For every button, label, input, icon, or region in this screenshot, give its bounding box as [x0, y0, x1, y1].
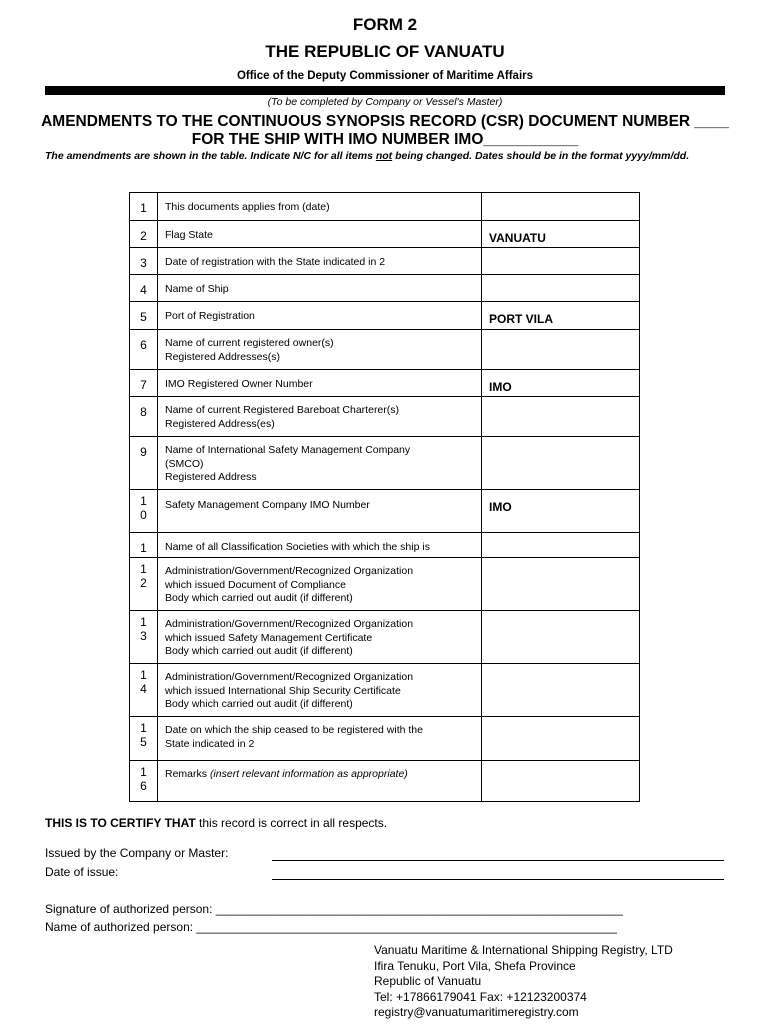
table-row — [130, 397, 640, 437]
row-description — [158, 717, 482, 761]
certify-bold: THIS IS TO CERTIFY THAT — [45, 816, 196, 830]
row-value-field[interactable] — [482, 248, 640, 275]
table-row — [130, 221, 640, 248]
form-number: FORM 2 — [352, 15, 418, 34]
description-line: Safety Management Company IMO Number — [165, 499, 370, 511]
row-number-part: 4 — [140, 681, 147, 696]
row-number — [130, 490, 158, 533]
row-number-part: 1 — [140, 562, 147, 576]
table-row — [130, 490, 640, 533]
description-line: Body which carried out audit (if different) — [165, 592, 353, 604]
row-value-field[interactable] — [482, 437, 640, 490]
row-value-field[interactable] — [482, 275, 640, 302]
row-number — [130, 611, 158, 664]
office-name: Office of the Deputy Commissioner of Maritime Affairs — [236, 70, 534, 82]
certification-statement — [45, 816, 387, 830]
row-description — [158, 397, 482, 437]
row-number — [130, 437, 158, 490]
description-line: Flag State — [165, 229, 213, 241]
table-row — [130, 275, 640, 302]
row-number-part: 5 — [140, 734, 147, 749]
row-number-part: 1 — [140, 541, 147, 555]
table-row — [130, 370, 640, 397]
row-number-part: 3 — [140, 256, 147, 270]
description-italic: (insert relevant information as appropriate) — [209, 768, 408, 780]
row-description — [158, 490, 482, 533]
issued-by-label: Issued by the Company or Master: — [45, 846, 229, 860]
description-line: Body which carried out audit (if different) — [165, 698, 353, 710]
row-number-part: 5 — [140, 310, 147, 324]
row-number-part: 4 — [140, 283, 147, 297]
row-value-field[interactable] — [482, 761, 640, 802]
row-number-part: 2 — [140, 229, 147, 243]
description-line: which issued International Ship Security Certificate — [165, 684, 401, 697]
row-number-part: 1 — [140, 668, 147, 682]
date-of-issue-label: Date of issue: — [45, 865, 119, 879]
description-line: which issued Document of Compliance — [165, 578, 346, 591]
table-row — [130, 437, 640, 490]
row-value-field[interactable] — [482, 558, 640, 611]
table-row — [130, 248, 640, 275]
row-number — [130, 275, 158, 302]
row-description — [158, 370, 482, 397]
description-line: State indicated in 2 — [165, 737, 255, 750]
row-value-field[interactable] — [482, 193, 640, 221]
description-line: This documents applies from (date) — [165, 201, 330, 213]
table-row — [130, 664, 640, 717]
row-number-part: 1 — [140, 615, 147, 629]
table-row — [130, 558, 640, 611]
address-line: Tel: +17866179041 Fax: +12123200374 — [374, 989, 587, 1004]
description-line: Registered Address — [165, 471, 257, 483]
description-line: Port of Registration — [165, 310, 255, 322]
date-of-issue-field[interactable] — [272, 879, 724, 880]
row-description — [158, 437, 482, 490]
row-description — [158, 664, 482, 717]
signature-line[interactable]: Signature of authorized person: _____________________________________________________________ — [45, 902, 623, 916]
row-number — [130, 221, 158, 248]
table-row — [130, 330, 640, 370]
table-row — [130, 717, 640, 761]
note-underlined: not — [375, 150, 393, 162]
description-line: Name of current registered owner(s) — [165, 337, 334, 349]
certify-rest: this record is correct in all respects. — [195, 816, 388, 830]
row-number-part: 0 — [140, 507, 147, 522]
row-number-part: 1 — [140, 494, 147, 508]
country-title: THE REPUBLIC OF VANUATU — [265, 42, 505, 61]
description-line: which issued Safety Management Certificate — [165, 631, 373, 644]
row-description — [158, 302, 482, 330]
row-value-field[interactable] — [482, 717, 640, 761]
description-line: Registered Address(es) — [165, 417, 275, 430]
row-number — [130, 533, 158, 558]
table-row — [130, 533, 640, 558]
row-description — [158, 611, 482, 664]
row-description — [158, 248, 482, 275]
description-line: Name of current Registered Bareboat Charterer(s) — [165, 404, 400, 416]
row-value-field[interactable] — [482, 533, 640, 558]
row-value-field[interactable] — [482, 330, 640, 370]
row-value-field[interactable]: IMO — [482, 490, 640, 533]
table-row — [130, 302, 640, 330]
row-number — [130, 330, 158, 370]
table-row — [130, 761, 640, 802]
row-value-field[interactable] — [482, 664, 640, 717]
address-line: Republic of Vanuatu — [374, 974, 482, 988]
description-line: Name of International Safety Management Company — [165, 444, 411, 456]
row-number — [130, 193, 158, 221]
note-part2: being changed. Dates should be in the format yyyy/mm/dd. — [392, 150, 690, 162]
row-number — [130, 761, 158, 802]
row-number-part: 1 — [140, 201, 147, 215]
row-number-part: 7 — [140, 378, 147, 392]
row-number — [130, 370, 158, 397]
row-number — [130, 664, 158, 717]
description-line: Remarks (insert relevant information as appropriate) — [165, 768, 408, 780]
row-number — [130, 717, 158, 761]
row-description — [158, 221, 482, 248]
amendment-title-line2: FOR THE SHIP WITH IMO NUMBER IMO___________ — [191, 131, 579, 148]
row-value-field[interactable]: VANUATU — [482, 221, 640, 248]
row-number-part: 9 — [140, 445, 147, 459]
row-value-field[interactable] — [482, 397, 640, 437]
row-number-part: 1 — [140, 765, 147, 779]
row-description — [158, 275, 482, 302]
description-line: (SMCO) — [165, 457, 204, 470]
row-number — [130, 248, 158, 275]
description-line: Name of Ship — [165, 283, 229, 295]
description-line: Administration/Government/Recognized Organization — [165, 618, 414, 630]
description-line: Date of registration with the State indicated in 2 — [165, 256, 386, 268]
description-line: IMO Registered Owner Number — [165, 378, 313, 390]
row-number-part: 3 — [140, 628, 147, 643]
row-number-part: 8 — [140, 405, 147, 419]
row-number — [130, 558, 158, 611]
instructions-note — [45, 150, 729, 164]
registry-address — [374, 943, 673, 1021]
row-value-field[interactable]: IMO — [482, 370, 640, 397]
completion-instruction: (To be completed by Company or Vessel's Master) — [267, 96, 503, 108]
row-number-part: 6 — [140, 778, 147, 793]
row-number — [130, 302, 158, 330]
amendment-title-line1: AMENDMENTS TO THE CONTINUOUS SYNOPSIS RECORD (CSR) DOCUMENT NUMBER ____ — [41, 113, 729, 130]
description-line: Name of all Classification Societies with which the ship is — [165, 541, 430, 553]
csr-amendment-table — [129, 192, 640, 802]
issued-by-field[interactable] — [272, 860, 724, 861]
address-line: registry@vanuatumaritimeregistry.com — [374, 1005, 579, 1019]
row-description — [158, 533, 482, 558]
row-description — [158, 761, 482, 802]
row-description — [158, 193, 482, 221]
description-line: Body which carried out audit (if different) — [165, 645, 353, 657]
row-description — [158, 558, 482, 611]
table-row — [130, 611, 640, 664]
address-line: Vanuatu Maritime & International Shipping Registry, LTD — [374, 943, 673, 957]
row-number — [130, 397, 158, 437]
row-number-part: 1 — [140, 721, 147, 735]
header-divider — [45, 86, 725, 95]
row-value-field[interactable] — [482, 611, 640, 664]
note-part1: The amendments are shown in the table. Indicate N/C for all items — [45, 150, 376, 162]
description-line: Administration/Government/Recognized Organization — [165, 671, 414, 683]
table-row — [130, 193, 640, 221]
address-line: Ifira Tenuku, Port Vila, Shefa Province — [374, 958, 576, 973]
description-line: Administration/Government/Recognized Organization — [165, 565, 414, 577]
row-number-part: 2 — [140, 575, 147, 590]
row-value-field[interactable]: PORT VILA — [482, 302, 640, 330]
description-line: Date on which the ship ceased to be registered with the — [165, 724, 423, 736]
row-description — [158, 330, 482, 370]
authorized-name-line[interactable]: Name of authorized person: _______________________________________________________________ — [45, 920, 617, 934]
description-line: Registered Addresses(s) — [165, 350, 280, 363]
row-number-part: 6 — [140, 338, 147, 352]
